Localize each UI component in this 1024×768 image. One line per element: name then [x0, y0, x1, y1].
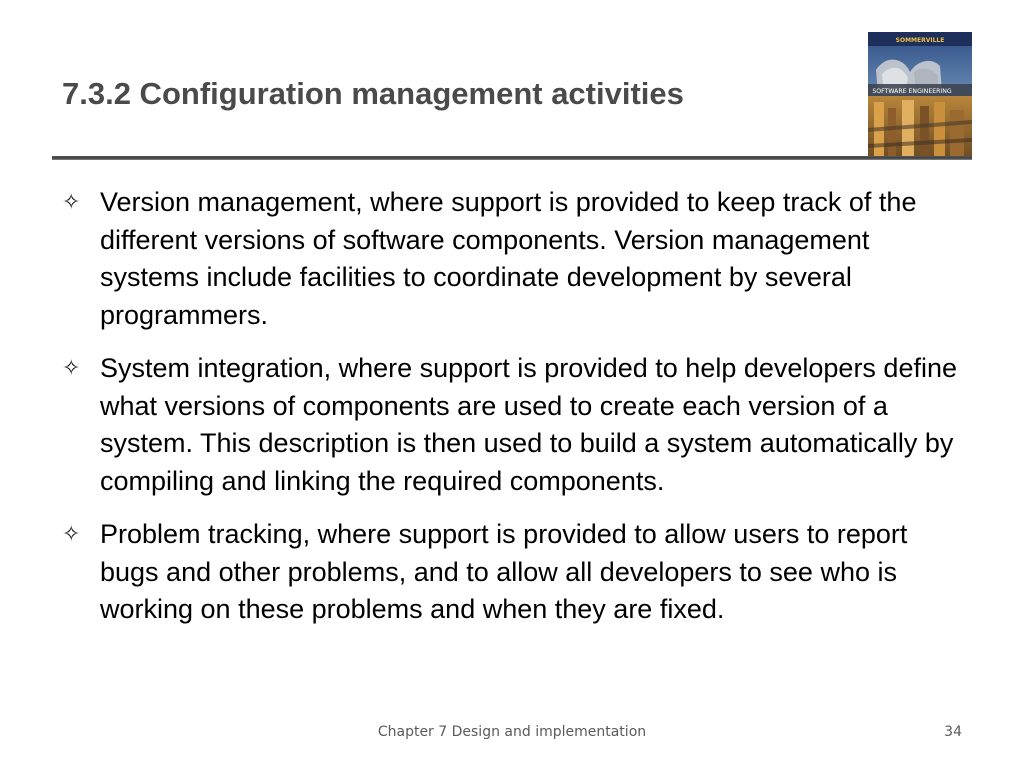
bullet-item-problem-tracking [62, 516, 972, 629]
four-pointed-star-icon: ✧ [62, 190, 81, 215]
bullet-item-system-integration [62, 350, 972, 500]
book-brand-text: SOMMERVILLE [895, 37, 945, 44]
bullet-text: System integration, where support is provided to help developers define what versions of components are used to create each version of a system. This description is then used to build a system automatically by compiling and linking the required components. [100, 353, 957, 496]
four-pointed-star-icon: ✧ [62, 522, 81, 547]
slide-title: 7.3.2 Configuration management activities [62, 76, 684, 111]
title-divider [52, 156, 972, 160]
book-cover-image [868, 32, 972, 160]
bullet-list [62, 184, 972, 645]
bullet-item-version-management [62, 184, 972, 334]
page-number: 34 [944, 724, 962, 740]
bullet-text: Problem tracking, where support is provided to allow users to report bugs and other problems, and to allow all developers to see who is working on these problems and when they are fixed. [100, 519, 908, 624]
four-pointed-star-icon: ✧ [62, 356, 81, 381]
slide-footer: Chapter 7 Design and implementation [377, 724, 647, 740]
bullet-text: Version management, where support is provided to keep track of the different versions of software components. Version management systems include facilities to coordinate development by several programmers. [100, 187, 917, 330]
book-title-text: SOFTWARE ENGINEERING [872, 88, 952, 95]
